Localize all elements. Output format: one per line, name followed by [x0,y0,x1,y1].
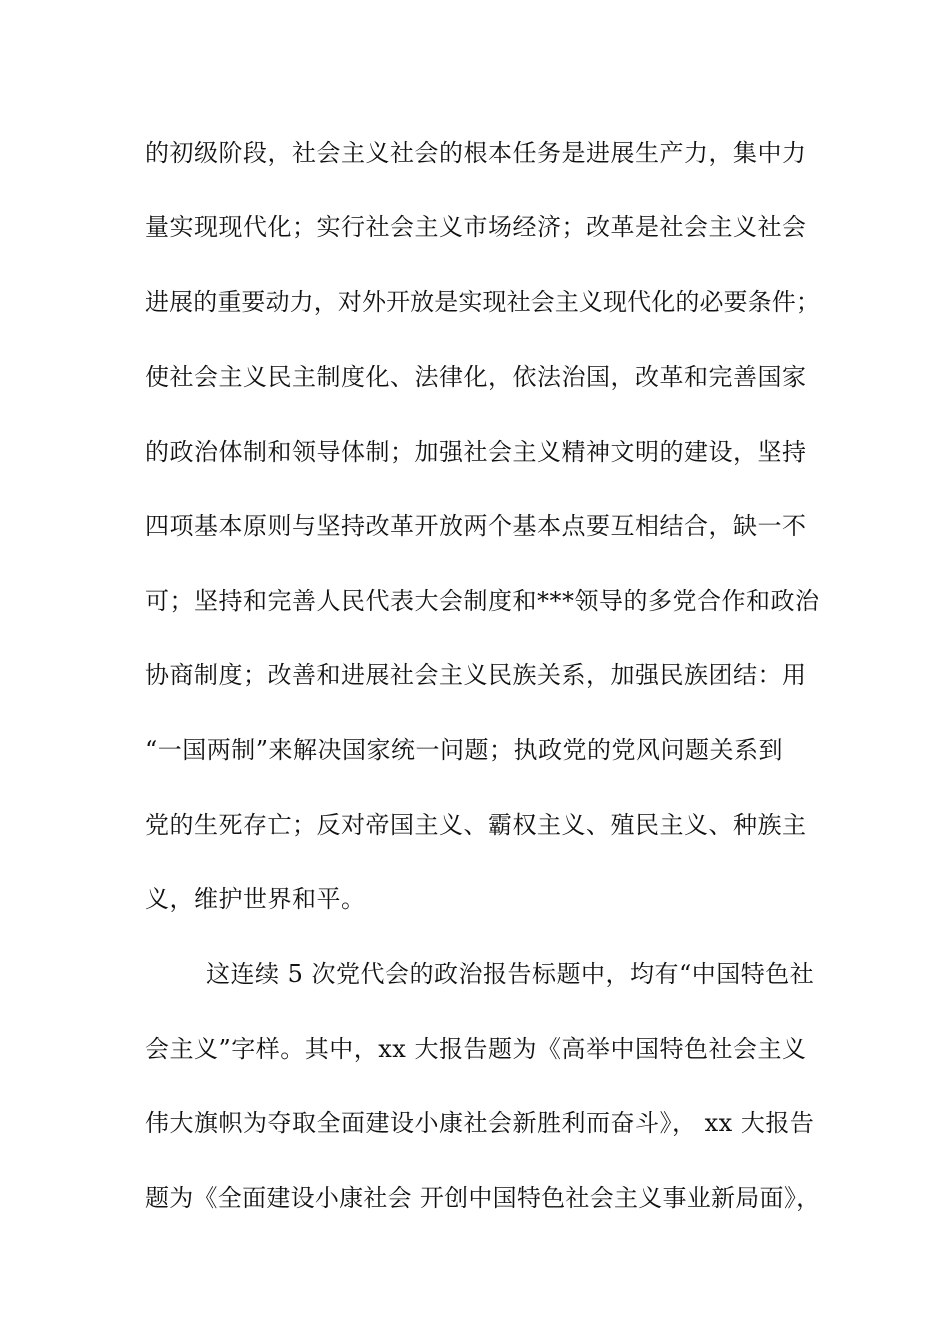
text-line: 协商制度；改善和进展社会主义民族关系，加强民族团结：用 [145,661,807,689]
text-line: “一国两制”来解决国家统一问题；执政党的党风问题关系到 [145,736,784,764]
text-line: 的政治体制和领导体制；加强社会主义精神文明的建设，坚持 [145,438,807,466]
text-line: 这连续 5 次党代会的政治报告标题中，均有“中国特色社 [206,960,815,988]
text-line: 四项基本原则与坚持改革开放两个基本点要互相结合，缺一不 [145,512,807,540]
text-line: 题为《全面建设小康社会 开创中国特色社会主义事业新局面》， [145,1184,821,1212]
text-line: 量实现现代化；实行社会主义市场经济；改革是社会主义社会 [145,213,807,241]
text-line: 进展的重要动力，对外开放是实现社会主义现代化的必要条件； [145,288,820,316]
text-line: 会主义”字样。其中，xx 大报告题为《高举中国特色社会主义 [145,1035,807,1063]
text-line: 可；坚持和完善人民代表大会制度和***领导的多党合作和政治 [145,587,820,615]
text-line: 的初级阶段，社会主义社会的根本任务是进展生产力，集中力 [145,139,807,167]
text-line: 伟大旗帜为夺取全面建设小康社会新胜利而奋斗》， xx 大报告 [145,1109,815,1137]
text-line: 使社会主义民主制度化、法律化，依法治国，改革和完善国家 [145,363,807,391]
text-line: 党的生死存亡；反对帝国主义、霸权主义、殖民主义、种族主 [145,811,807,839]
text-line: 义，维护世界和平。 [145,885,366,913]
